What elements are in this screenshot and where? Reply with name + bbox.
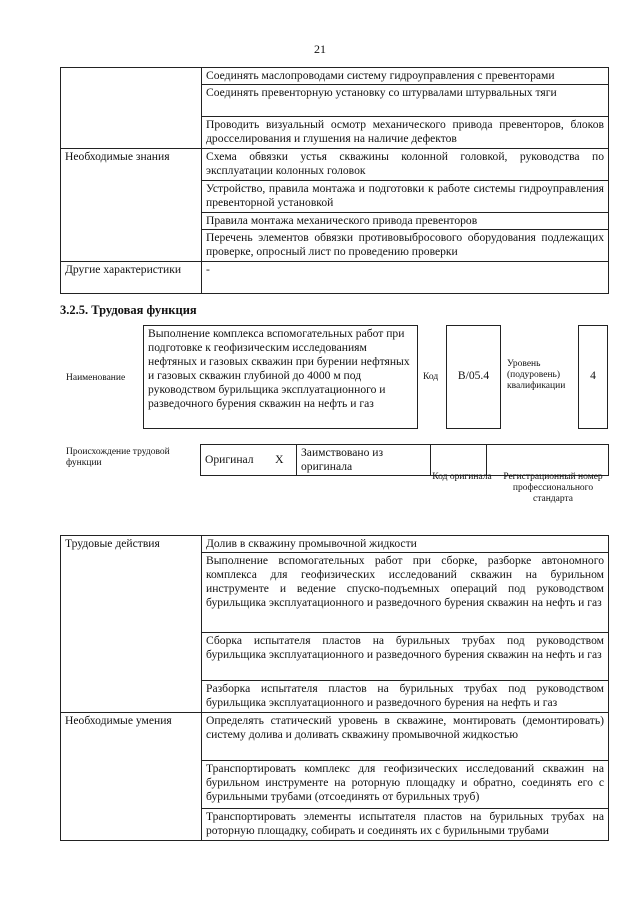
page-number: 21 [314,42,326,56]
table-cell: Устройство, правила монтажа и подготовки к работе системы гидроуправления превенторной установкой [202,181,609,213]
row-label-other: Другие характеристики [61,262,202,294]
table-cell: Выполнение вспомогательных работ при сборке, разборке автономного комплекса для геофизических исследований скважин на бурильном инструменте и ведение спуско-подъемных операций под руководством бурильщика эксплуатационного и разведочного бурения скважин на нефть и газ [202,553,609,633]
section-title: 3.2.5. Трудовая функция [60,303,197,317]
table-cell: Правила монтажа механического привода превенторов [202,213,609,230]
reg-caption: Регистрационный номер профессионального стандарта [503,472,603,504]
row-label [61,68,202,149]
code-value-box: B/05.4 [446,325,501,429]
level-label: Уровень (подуровень) квалификации [507,359,566,391]
level-value-box: 4 [578,325,608,429]
function-name-box: Выполнение комплекса вспомогательных работ при подготовке к геофизическим исследованиям нефтяных и газовых скважин при бурении нефтяных и газовых скважин глубиной до 4000 м под руководством бурильщика эксплуатационного и разведочного бурения скважин на нефть и газ [143,325,418,429]
table-cell: Определять статический уровень в скважине, монтировать (демонтировать) систему долива и доливать скважину промывочной жидкостью [202,713,609,761]
table-cell: Перечень элементов обвязки противовыбросового оборудования подлежащих проверке, опросный лист по проведению проверки [202,230,609,262]
table-cell: Проводить визуальный осмотр механического привода превенторов, блоков дросселирования и глушения на наличие дефектов [202,117,609,149]
code-caption: Код оригинала [432,472,492,482]
table-cell: Транспортировать комплекс для геофизических исследований скважин на бурильном инструменте на роторную площадку и обратно, соединять его с бурильными трубами (отсоединять от бурильных труб) [202,761,609,809]
skills-knowledge-table [60,67,609,294]
code-label: Код [423,372,439,382]
table-cell: Сборка испытателя пластов на бурильных трубах под руководством бурильщика эксплуатационного и разведочного бурения скважин на нефть и газ [202,633,609,681]
reg-number-cell [487,445,609,476]
original-mark: X [263,445,297,476]
borrowed-label: Заимствовано из оригинала [297,445,431,476]
original-code-cell [431,445,487,476]
row-label-knowledge: Необходимые знания [61,149,202,262]
name-label: Наименование [66,373,126,383]
table-cell: Соединять маслопроводами систему гидроуправления с превенторами [202,68,609,85]
original-label: Оригинал [201,445,263,476]
table-cell: Схема обвязки устья скважины колонной головкой, руководства по эксплуатации колонных головок [202,149,609,181]
row-label-actions: Трудовые действия [61,536,202,713]
row-label-skills: Необходимые умения [61,713,202,841]
table-cell: - [202,262,609,294]
table-cell: Долив в скважину промывочной жидкости [202,536,609,553]
table-cell: Разборка испытателя пластов на бурильных трубах под руководством бурильщика эксплуатационного и разведочного бурения на нефть и газ [202,681,609,713]
table-cell: Транспортировать элементы испытателя пластов на бурильных трубах на роторную площадку, собирать и соединять их с бурильными трубами [202,809,609,841]
origin-label: Происхождение трудовой функции [66,447,170,468]
actions-skills-table [60,535,609,841]
table-cell: Соединять превенторную установку со штурвалами штурвальных тяги [202,85,609,117]
